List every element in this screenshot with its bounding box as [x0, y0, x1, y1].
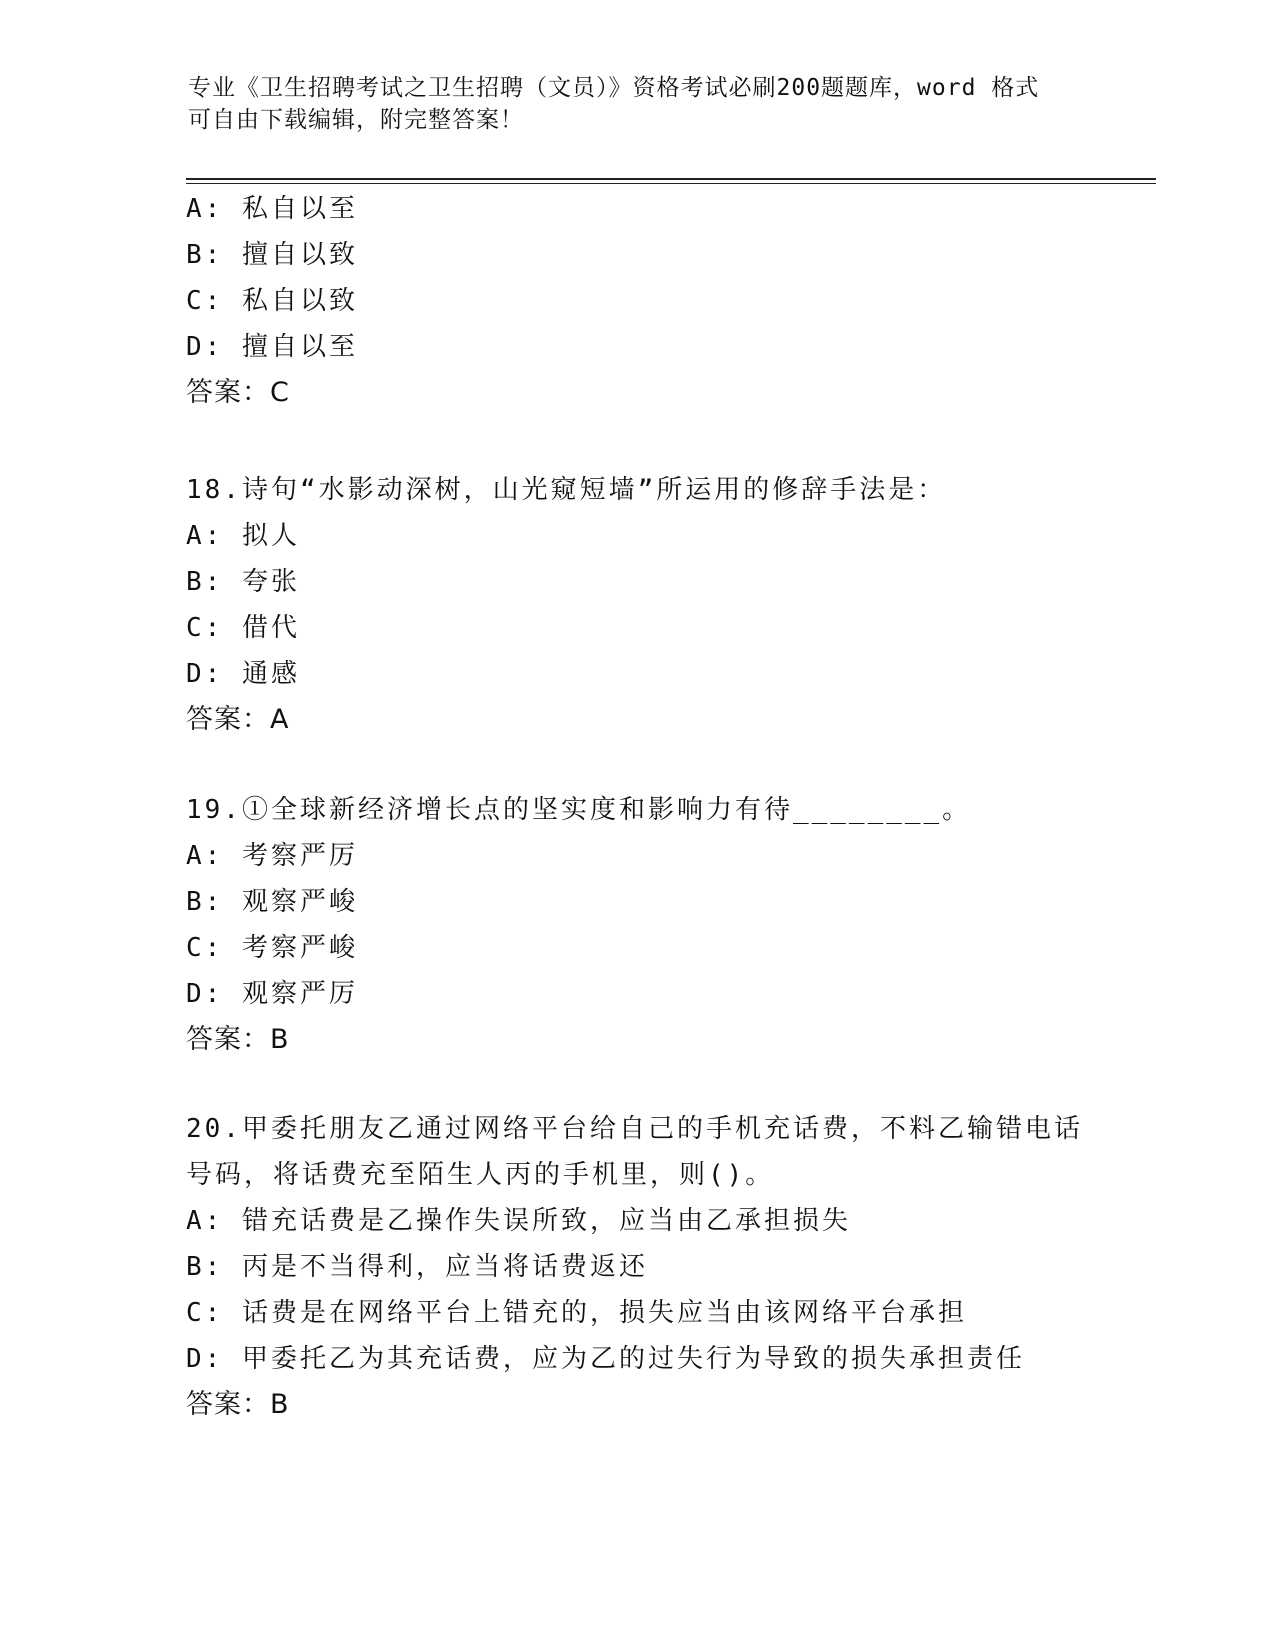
answer-line: 答案：B	[186, 1024, 290, 1055]
option-a: A: 错充话费是乙操作失误所致，应当由乙承担损失	[186, 1206, 851, 1236]
header-title-line-1: 专业《卫生招聘考试之卫生招聘（文员）》资格考试必刷200题题库，word 格式	[188, 75, 1040, 101]
answer-line: 答案：A	[186, 704, 290, 735]
question-19-block	[186, 787, 1086, 1063]
question-text-line-1: 20.甲委托朋友乙通过网络平台给自己的手机充话费，不料乙输错电话	[186, 1114, 1083, 1144]
option-a: A: 考察严厉	[186, 841, 358, 871]
question-17-block	[186, 186, 1086, 416]
option-b: B: 擅自以致	[186, 240, 358, 270]
option-a: A: 私自以至	[186, 194, 358, 224]
question-text-line-2: 号码，将话费充至陌生人丙的手机里，则()。	[186, 1160, 775, 1190]
option-c: C: 借代	[186, 613, 300, 643]
option-d: D: 观察严厉	[186, 979, 358, 1009]
option-c: C: 考察严峻	[186, 933, 358, 963]
option-d: D: 擅自以至	[186, 332, 358, 362]
option-b: B: 夸张	[186, 567, 300, 597]
option-b: B: 丙是不当得利，应当将话费返还	[186, 1252, 648, 1282]
option-c: C: 话费是在网络平台上错充的，损失应当由该网络平台承担	[186, 1298, 967, 1328]
answer-line: 答案：C	[186, 377, 290, 408]
header-divider-thin	[186, 183, 1156, 184]
question-18-block	[186, 467, 1086, 743]
header-title-line-2: 可自由下载编辑，附完整答案！	[188, 107, 524, 133]
document-header	[188, 72, 1068, 136]
option-d: D: 通感	[186, 659, 300, 689]
question-20-block	[186, 1106, 1086, 1428]
option-d: D: 甲委托乙为其充话费，应为乙的过失行为导致的损失承担责任	[186, 1344, 1025, 1374]
header-divider-thick	[186, 178, 1156, 180]
option-a: A: 拟人	[186, 521, 300, 551]
answer-line: 答案：B	[186, 1389, 290, 1420]
question-text: 19.①全球新经济增长点的坚实度和影响力有待________。	[186, 795, 972, 825]
question-text: 18.诗句“水影动深树，山光窥短墙”所运用的修辞手法是：	[186, 475, 947, 505]
option-c: C: 私自以致	[186, 286, 358, 316]
option-b: B: 观察严峻	[186, 887, 358, 917]
